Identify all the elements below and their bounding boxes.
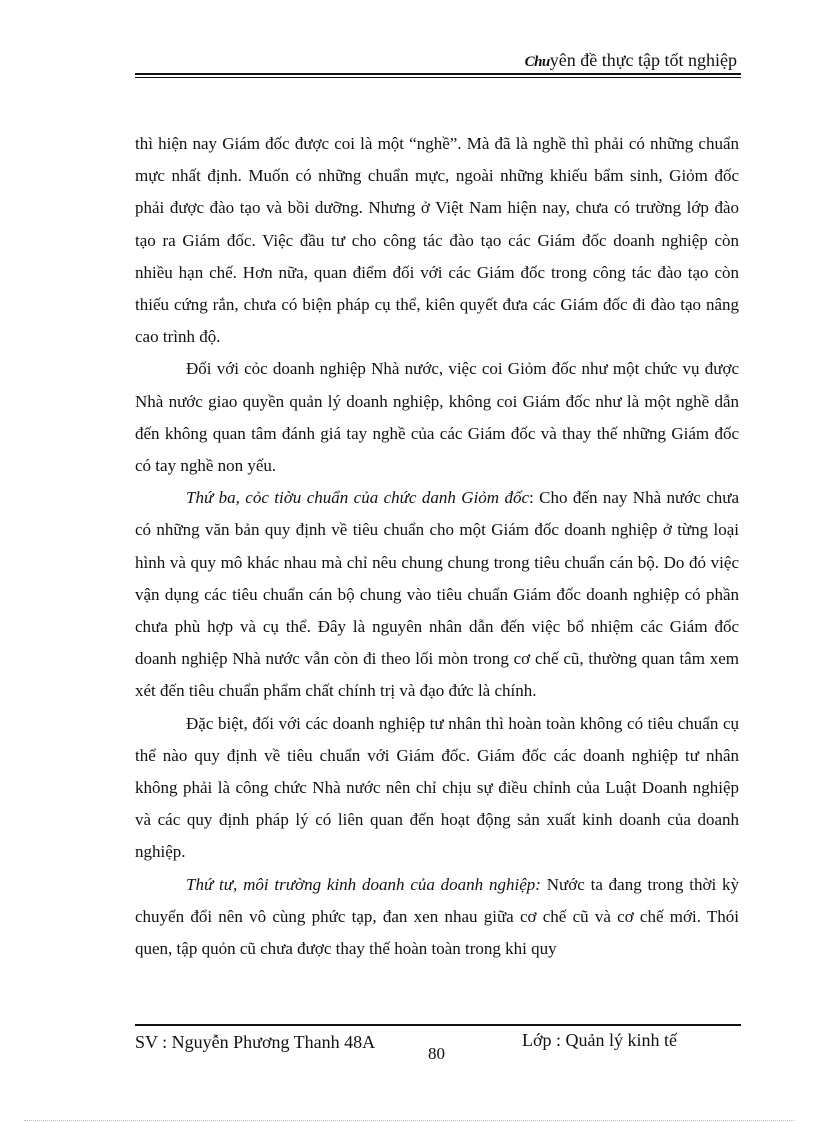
page-edge-dots [24,1120,794,1121]
paragraph-2 [135,353,739,482]
header-divider-thin [135,77,741,78]
header-title-text: yên đề thực tập tốt nghiệp [549,50,737,70]
header-divider [135,73,741,75]
document-body [135,128,739,965]
footer-student: SV : Nguyễn Phương Thanh 48A [135,1032,376,1052]
header-logo-text: Chu [524,54,550,70]
paragraph-2-text: Đối với cỏc doanh nghiệp Nhà nước, việc coi Giỏm đốc như một chức vụ được Nhà nước giao quyền quản lý doanh nghiệp, không coi Giám đốc như là một nghề dẫn đến không quan tâm đánh giá tay nghề của các Giám đốc và thay thế những Giám đốc có tay nghề non yếu. [135,359,739,476]
paragraph-3-lead: Thứ ba, cỏc tiờu chuẩn của chức danh Giỏm đốc [186,488,530,508]
page-number: 80 [428,1044,445,1063]
paragraph-1-text: thì hiện nay Giám đốc được coi là một “nghề”. Mà đã là nghề thì phải có những chuẩn mực nhất định. Muốn có những chuẩn mực, ngoài những khiếu bẩm sinh, Giỏm đốc phải được đào tạo và bồi dưỡng. Nhưng ở Việt Nam hiện nay, chưa có trường lớp đào tạo ra Giám đốc. Việc đầu tư cho công tác đào tạo các Giám đốc doanh nghiệp còn nhiều hạn chế. Hơn nữa, quan điểm đối với các Giám đốc trong công tác đào tạo còn thiếu cứng rắn, chưa có biện pháp cụ thể, kiên quyết đưa các Giám đốc đi đào tạo nâng cao trình độ. [135,134,739,347]
paragraph-5 [135,869,739,966]
paragraph-5-text: Nước ta đang trong thời kỳ chuyển đổi nên vô cùng phức tạp, đan xen nhau giữa cơ chế cũ và cơ chế mới. Thói quen, tập quỏn cũ chưa được thay thế hoàn toàn trong khi quy [135,874,739,959]
paragraph-3-text: : Cho đến nay Nhà nước chưa có những văn bản quy định về tiêu chuẩn cho một Giám đốc doanh nghiệp ở từng loại hình và quy mô khác nhau mà chỉ nêu chung chung trong tiêu chuẩn cán bộ. Do đó việc vận dụng các tiêu chuẩn cán bộ chung vào tiêu chuẩn Giám đốc doanh nghiệp có phần chưa phù hợp và cụ thể. Đây là nguyên nhân dẫn đến việc bổ nhiệm các Giám đốc doanh nghiệp Nhà nước vẫn còn đi theo lối mòn trong cơ chế cũ, thường quan tâm xem xét đến tiêu chuẩn phẩm chất chính trị và đạo đức là chính. [135,488,739,701]
paragraph-3 [135,482,739,707]
page-header [135,48,741,72]
footer-class: Lớp : Quản lý kinh tế [522,1030,677,1050]
footer-divider [135,1024,741,1026]
paragraph-4 [135,708,739,869]
header-title [525,50,737,71]
paragraph-5-lead: Thứ tư, môi trường kinh doanh của doanh nghiệp: [186,874,541,894]
paragraph-1 [135,128,739,353]
paragraph-4-text: Đặc biệt, đối với các doanh nghiệp tư nhân thì hoàn toàn không có tiêu chuẩn cụ thể nào quy định về tiêu chuẩn với Giám đốc. Giám đốc các doanh nghiệp tư nhân không phải là công chức Nhà nước nên chỉ chịu sự điều chỉnh của Luật Doanh nghiệp và các quy định pháp lý có liên quan đến hoạt động sản xuất kinh doanh của doanh nghiệp. [135,713,739,862]
